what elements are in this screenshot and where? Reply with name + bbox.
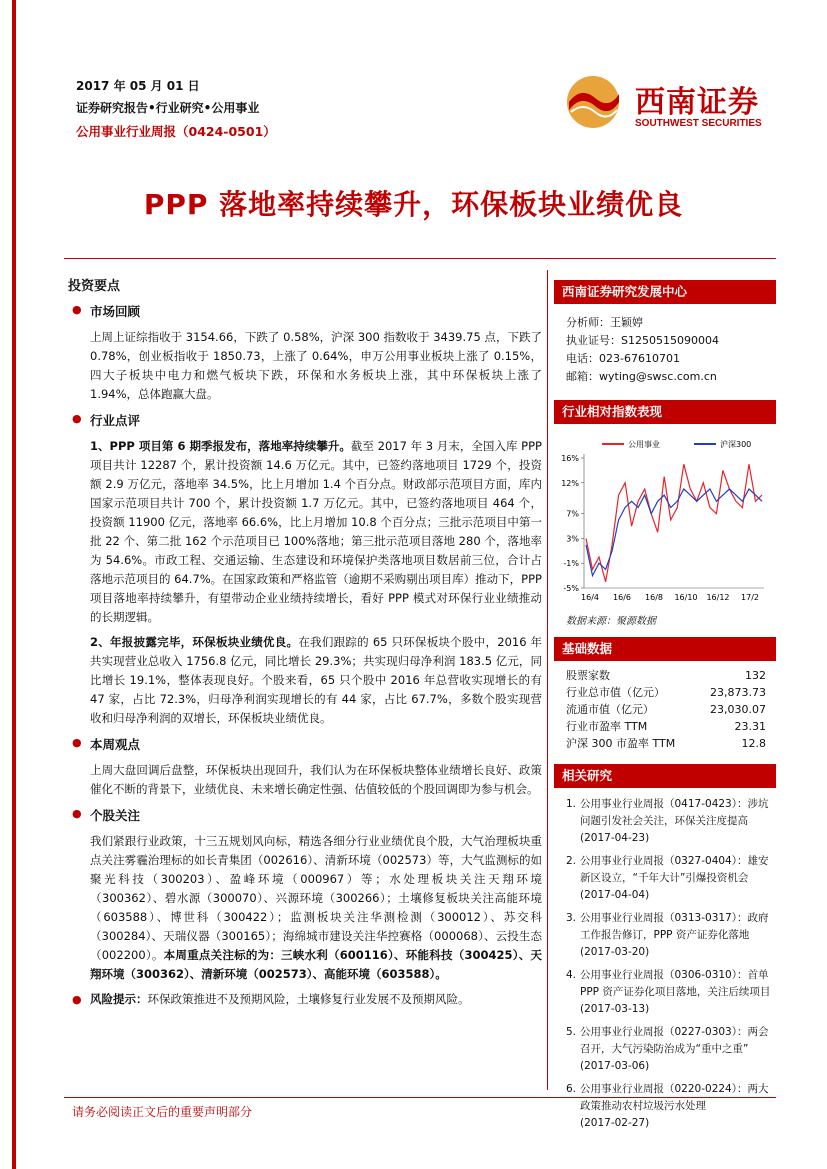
related-num: 4.: [566, 969, 577, 981]
footer-disclaimer: 请务必阅读正文后的重要声明部分: [72, 1105, 253, 1119]
left-red-stripe: [12, 0, 16, 1169]
main-column: [64, 275, 542, 1009]
x-tick-label: 16/12: [706, 593, 730, 602]
risk-text: 环保政策推进不及预期风险，土壤修复行业发展不及预期风险。: [147, 992, 470, 1006]
industry-review-p2: [90, 633, 542, 728]
related-research-list: [554, 796, 776, 1132]
related-date: (2017-04-04): [580, 889, 650, 901]
basic-data-row: [554, 735, 776, 752]
p1-lead: 1、PPP 项目第 6 期季报发布，落地率持续攀升。: [90, 439, 351, 453]
view-title: 本周观点: [90, 737, 141, 752]
related-title: 公用事业行业周报（0313-0317）：政府工作报告修订，PPP 资产证券化落地: [580, 912, 769, 941]
bullet-icon: ●: [72, 807, 82, 820]
related-item[interactable]: [566, 967, 776, 1018]
title-divider: [64, 258, 776, 259]
series-line-0: [586, 464, 762, 582]
basic-key: 流通市值（亿元）: [566, 703, 654, 716]
analyst-license: 执业证号：S1250515090004: [566, 334, 719, 347]
y-tick-label: 12%: [561, 478, 579, 488]
related-research-header: 相关研究: [554, 764, 776, 788]
related-item[interactable]: [566, 796, 776, 847]
related-title: 公用事业行业周报（0306-0310）：首单 PPP 资产证券化项目落地，关注后续项目: [580, 969, 771, 998]
related-date: (2017-03-13): [580, 1003, 650, 1015]
legend-label-0: 公用事业: [628, 440, 660, 449]
x-tick-label: 16/6: [613, 593, 631, 602]
basic-data-table: [554, 667, 776, 752]
related-title: 公用事业行业周报（0417-0423）：涉坑问题引发社会关注，环保关注度提高: [580, 798, 769, 827]
stocks-text: [90, 832, 542, 984]
related-date: (2017-04-23): [580, 832, 650, 844]
industry-review-p1: [90, 437, 542, 627]
related-item[interactable]: [566, 910, 776, 961]
related-item[interactable]: [566, 1024, 776, 1075]
related-date: (2017-03-20): [580, 946, 650, 958]
view-text: 上周大盘回调后盘整，环保板块出现回升，我们认为在环保板块整体业绩增长良好、政策催化不断的背景下，业绩优良、未来增长确定性强、估值较低的个股回调即为参与机会。: [90, 763, 542, 796]
basic-data-row: [554, 701, 776, 718]
p2-text: 在我们跟踪的 65 只环保板块个股中，2016 年共实现营业总收入 1756.8 亿元，同比增长 29.3%；共实现归母净利润 183.5 亿元，同比增长 19.1%，整体表现良好。个股来看，65 只个股中 2016 年总营收实现增长的有 47 家，占比 72.3%，归母净利润实现增长的有 44 家，占比 67.7%，多数个股实现营收和归母净利润的双增长，环保板块业绩优良。: [90, 635, 542, 725]
y-tick-label: -1%: [563, 559, 579, 569]
research-center-header: 西南证券研究发展中心: [554, 280, 776, 304]
x-tick-label: 17/2: [741, 593, 759, 602]
industry-review-heading: [72, 411, 542, 429]
analyst-name: 分析师：王颖婷: [566, 316, 643, 329]
stocks-title: 个股关注: [90, 808, 141, 823]
analyst-phone: 电话：023-67610701: [566, 352, 680, 365]
section-heading: 投资要点: [68, 279, 121, 294]
related-date: (2017-03-06): [580, 1060, 650, 1072]
basic-value: 23,030.07: [710, 703, 766, 716]
p1-text: 截至 2017 年 3 月末，全国入库 PPP 项目共计 12287 个，累计投资额 14.6 万亿元。其中，已签约落地项目 1729 个，投资额 2.9 万亿元，落地率 34.5%，比上月增加 1.4 个百分点。财政部示范项目方面，库内国家示范项目共计 700 个，累计投资额 1.7 万亿元。其中，已签约落地项目 464 个，投资额 11900 亿元，落地率 66.6%，比上月增加 10.8 个百分点；三批示范项目中第一批 22 个、第二批 162 个示范项目已 100%落地；第三批示范项目落地 280 个，落地率为 54.6%。市政工程、交通运输、生态建设和环境保护类落地项目数居前三位，合计占落地示范项目的 64.7%。在国家政策和严格监管（逾期不采购剔出项目库）推动下，PPP 项目落地率持续攀升，有望带动企业业绩持续增长，看好 PPP 模式对环保行业业绩推动的长期逻辑。: [90, 439, 542, 624]
related-item[interactable]: [566, 853, 776, 904]
page-title: PPP 落地率持续攀升，环保板块业绩优良: [143, 188, 684, 221]
related-num: 1.: [566, 798, 577, 810]
market-review-heading: [72, 302, 542, 320]
related-date: (2017-02-27): [580, 1117, 650, 1129]
index-chart: [554, 432, 776, 610]
related-item[interactable]: [566, 1081, 776, 1132]
y-tick-label: 16%: [561, 454, 579, 463]
y-tick-label: -5%: [563, 584, 579, 593]
legend-label-1: 沪深300: [720, 440, 752, 449]
risk-label: 风险提示：: [90, 992, 148, 1006]
chart-header: 行业相对指数表现: [554, 400, 776, 424]
logo-cn-text: 西南证券: [635, 85, 759, 120]
basic-value: 12.8: [741, 737, 766, 750]
x-tick-label: 16/8: [645, 593, 663, 602]
basic-key: 股票家数: [566, 669, 610, 682]
related-title: 公用事业行业周报（0220-0224）：两大政策推动农村垃圾污水处理: [580, 1083, 769, 1112]
basic-value: 132: [745, 669, 766, 682]
basic-data-row: [554, 718, 776, 735]
report-series: 公用事业行业周报（0424-0501）: [76, 124, 276, 139]
x-tick-label: 16/4: [581, 593, 599, 602]
stocks-body: 我们紧跟行业政策，十三五规划风向标，精选各细分行业业绩优良个股，大气治理板块重点关注雾霾治理标的如长青集团（002616）、清新环境（002573）等，大气监测标的如聚光科技（300203）、盈峰环境（000967）等；水处理板块关注天翔环境（300362）、碧水源（300070）、兴源环境（300266）；土壤修复板块关注高能环境（603588）、博世科（300422）；监测板块关注华测检测（300012）、苏交科（300284）、天瑞仪器（300165）；海绵城市建设关注华控赛格（000068）、云投生态（002200）。: [90, 834, 542, 962]
basic-data-row: [554, 667, 776, 684]
related-title: 公用事业行业周报（0227-0303）：两会召开，大气污染防治成为“重中之重”: [580, 1026, 769, 1055]
basic-key: 行业总市值（亿元）: [566, 686, 665, 699]
logo-en-text: SOUTHWEST SECURITIES: [635, 118, 762, 129]
logo-emblem-icon: [565, 72, 625, 132]
basic-key: 行业市盈率 TTM: [566, 720, 648, 733]
market-review-text: 上周上证综指收于 3154.66，下跌了 0.58%，沪深 300 指数收于 3439.75 点，下跌了 0.78%，创业板指收于 1850.73，上涨了 0.64%，申万公用事业板块上涨了 0.15%，四大子板块中电力和燃气板块下跌，环保和水务板块上涨，其中环保板块上涨了 1.94%，总体跑赢大盘。: [90, 330, 542, 401]
y-tick-label: 7%: [566, 509, 579, 519]
bullet-icon: ●: [72, 736, 82, 749]
risk-note: [72, 990, 542, 1009]
series-line-1: [586, 489, 762, 576]
sidebar: [554, 280, 776, 1138]
related-num: 6.: [566, 1083, 577, 1095]
company-logo: [565, 72, 775, 132]
analyst-email[interactable]: 邮箱：wyting@swsc.com.cn: [566, 370, 717, 383]
stocks-heading: [72, 806, 542, 824]
related-num: 2.: [566, 855, 577, 867]
related-num: 3.: [566, 912, 577, 924]
report-date: 2017 年 05 月 01 日: [76, 79, 200, 93]
bullet-icon: ●: [72, 412, 82, 425]
p2-lead: 2、年报披露完毕，环保板块业绩优良。: [90, 635, 299, 649]
view-heading: [72, 735, 542, 753]
related-title: 公用事业行业周报（0327-0404）：雄安新区设立，“千年大计”引爆投资机会: [580, 855, 769, 884]
left-margin: [0, 0, 14, 1169]
basic-key: 沪深 300 市盈率 TTM: [566, 737, 676, 750]
analyst-info: [554, 314, 776, 386]
chart-source: 数据来源：聚源数据: [566, 616, 656, 627]
basic-data-row: [554, 684, 776, 701]
y-tick-label: 3%: [566, 534, 579, 544]
footer-divider: [64, 1097, 776, 1098]
industry-review-title: 行业点评: [90, 413, 141, 428]
x-tick-label: 16/10: [674, 593, 698, 602]
basic-value: 23.31: [734, 720, 766, 733]
bullet-icon: ●: [72, 303, 82, 316]
column-divider: [547, 270, 548, 1090]
basic-data-header: 基础数据: [554, 637, 776, 661]
basic-value: 23,873.73: [710, 686, 766, 699]
market-review-title: 市场回顾: [90, 304, 141, 319]
report-type: 证券研究报告•行业研究•公用事业: [76, 101, 260, 115]
index-chart-svg: [554, 432, 776, 610]
stocks-focus: 本周重点关注标的为：三峡水利（600116）、环能科技（300425）、天翔环境（300362）、清新环境（002573）、高能环境（603588）。: [90, 948, 542, 981]
bullet-icon: ●: [72, 993, 82, 1006]
related-num: 5.: [566, 1026, 577, 1038]
